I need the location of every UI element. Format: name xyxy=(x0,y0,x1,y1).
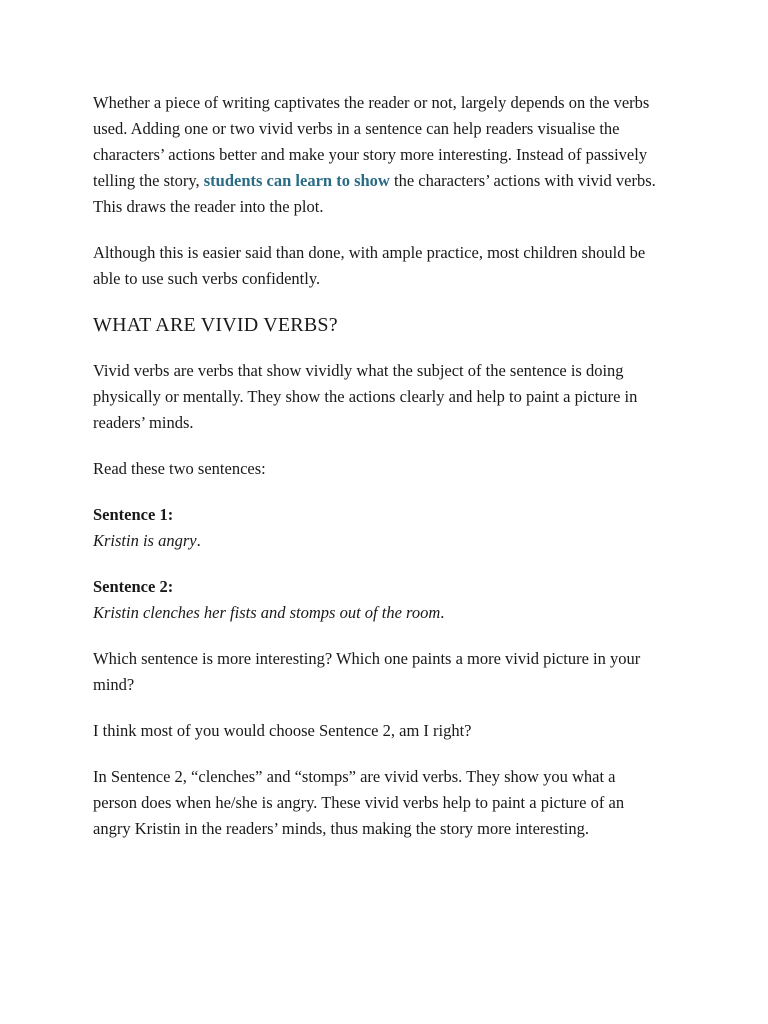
students-can-learn-link[interactable]: students can learn to show xyxy=(203,171,390,190)
intro-text-after-link: the characters’ actions with vivid verbs. This draws the reader into the plot. xyxy=(93,171,656,216)
document-page xyxy=(93,90,663,862)
intro-paragraph-1 xyxy=(93,90,663,220)
sentence-2-italic: Kristin clenches her fists and stomps out of the room xyxy=(93,603,441,622)
sentence-1-block xyxy=(93,502,663,554)
sentence-2-text xyxy=(93,600,663,626)
read-sentences-paragraph: Read these two sentences: xyxy=(93,459,266,478)
sentence-2-end: . xyxy=(440,603,445,622)
sentence-2-block xyxy=(93,574,663,626)
explanation-paragraph: In Sentence 2, “clenches” and “stomps” are vivid verbs. They show you what a person does when he/she is angry. These vivid verbs help to paint a picture of an angry Kristin in the readers’ minds, thus making the story more interesting. xyxy=(93,767,625,838)
sentence-1-text xyxy=(93,528,663,554)
intro-text-before-link: Whether a piece of writing captivates the reader or not, largely depends on the verbs used. Adding one or two vivid verbs in a sentence can help readers visualise the characters’ actions better and make your story more interesting. Instead of passively telling the story, xyxy=(93,93,650,190)
question-paragraph: Which sentence is more interesting? Which one paints a more vivid picture in your mind? xyxy=(93,649,641,694)
sentence-2-label: Sentence 2: xyxy=(93,577,174,596)
sentence-1-italic: Kristin is angry xyxy=(93,531,197,550)
section-heading: WHAT ARE VIVID VERBS? xyxy=(93,314,338,336)
sentence-1-label: Sentence 1: xyxy=(93,505,174,524)
intro-paragraph-2: Although this is easier said than done, with ample practice, most children should be able to use such verbs confidently. xyxy=(93,243,646,288)
sentence-1-end: . xyxy=(196,531,201,550)
choice-paragraph: I think most of you would choose Sentence 2, am I right? xyxy=(93,721,472,740)
definition-paragraph: Vivid verbs are verbs that show vividly what the subject of the sentence is doing physically or mentally. They show the actions clearly and help to paint a picture in readers’ minds. xyxy=(93,361,638,432)
